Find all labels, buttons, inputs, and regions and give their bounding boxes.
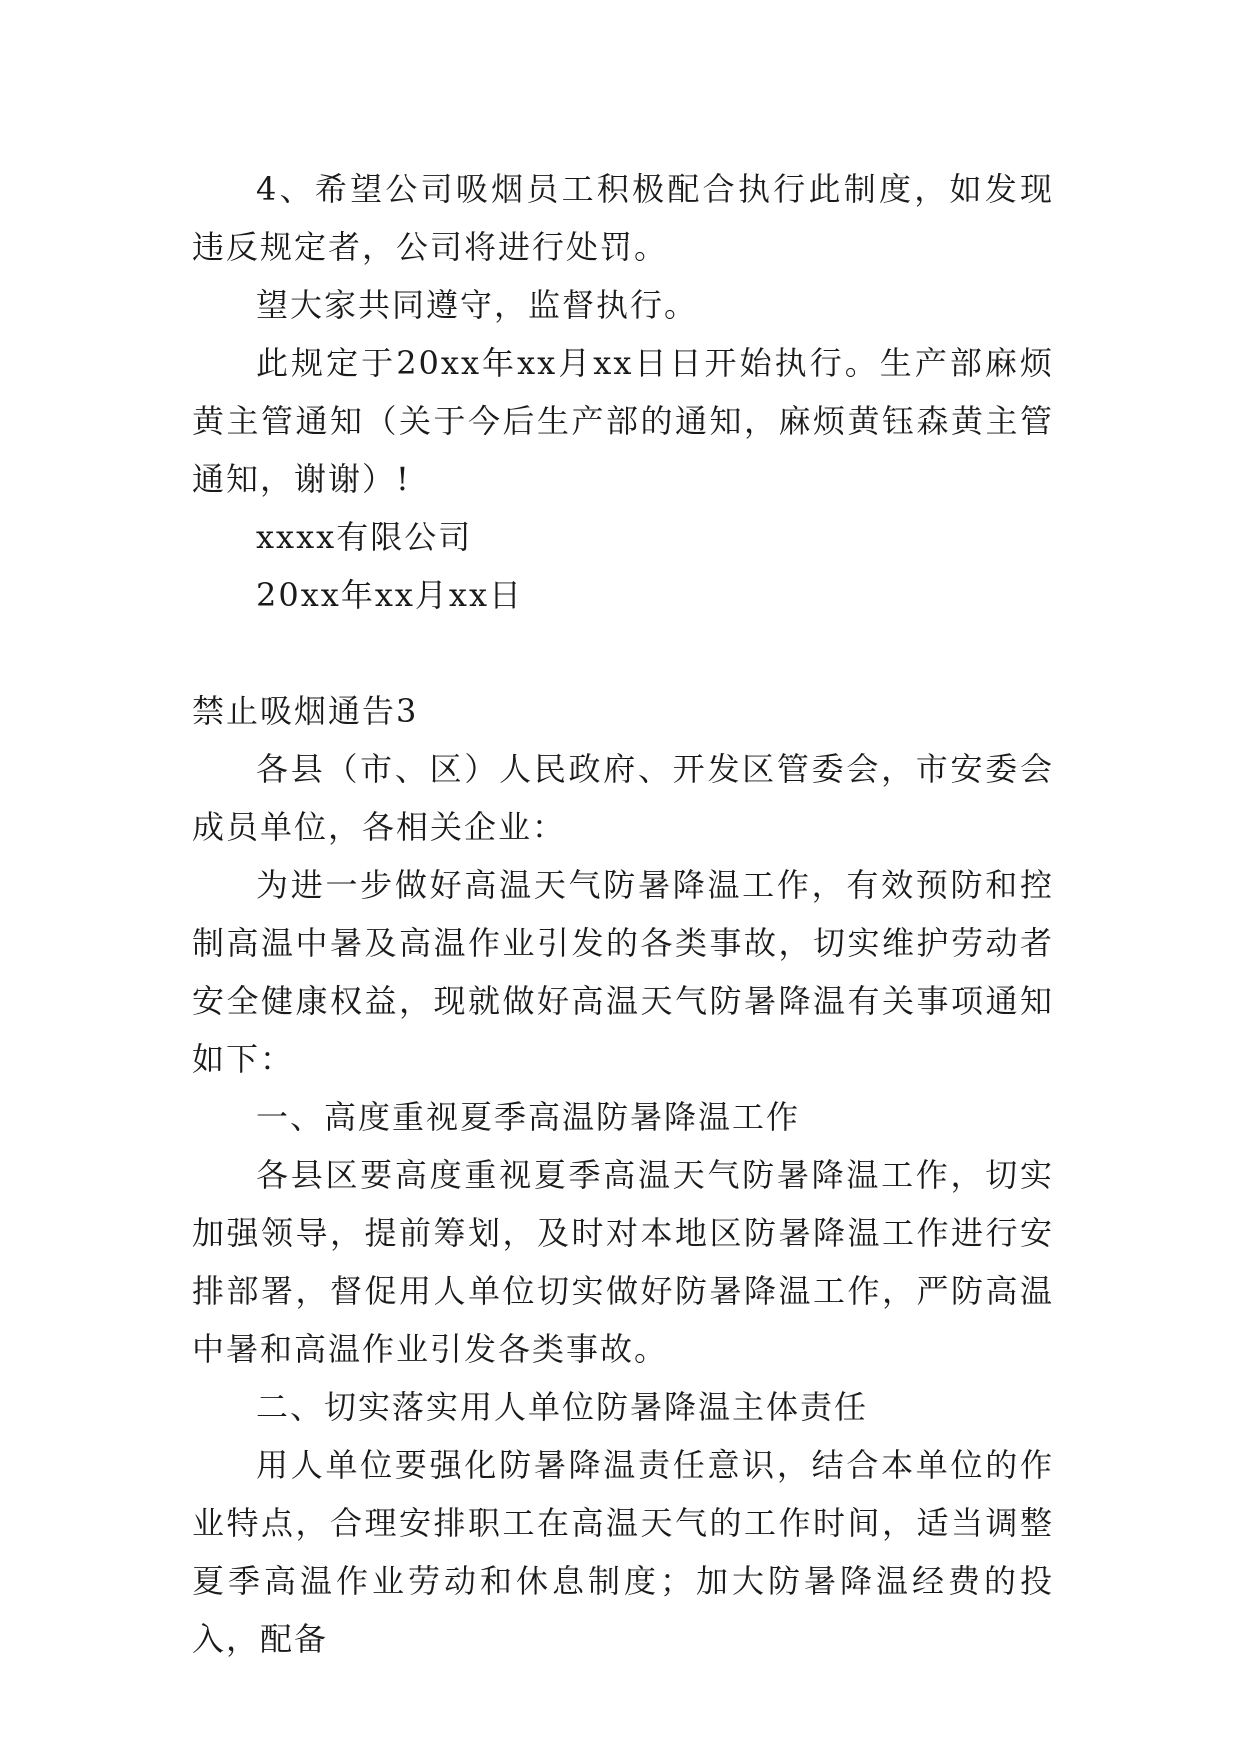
section-title: 禁止吸烟通告3 xyxy=(192,692,419,730)
paragraph-item-2: 用人单位要强化防暑降温责任意识，结合本单位的作业特点，合理安排职工在高温天气的工作时间，适当调整夏季高温作业劳动和休息制度；加大防暑降温经费的投入，配备 xyxy=(192,1446,1054,1658)
heading-item-1: 一、高度重视夏季高温防暑降温工作 xyxy=(256,1098,801,1136)
signature-date: 20xx年xx月xx日 xyxy=(256,576,524,614)
paragraph-addressees: 各县（市、区）人民政府、开发区管委会，市安委会成员单位，各相关企业： xyxy=(192,750,1054,846)
document-body xyxy=(192,160,1054,1668)
paragraph-rule-4: 4、希望公司吸烟员工积极配合执行此制度，如发现违反规定者，公司将进行处罚。 xyxy=(192,170,1054,266)
heading-item-2: 二、切实落实用人单位防暑降温主体责任 xyxy=(256,1388,869,1426)
paragraph-effective-date: 此规定于20xx年xx月xx日日开始执行。生产部麻烦黄主管通知（关于今后生产部的通知，麻烦黄钰森黄主管通知，谢谢）! xyxy=(192,344,1054,498)
paragraph-compliance: 望大家共同遵守，监督执行。 xyxy=(256,286,699,324)
paragraph-intro: 为进一步做好高温天气防暑降温工作，有效预防和控制高温中暑及高温作业引发的各类事故，切实维护劳动者安全健康权益，现就做好高温天气防暑降温有关事项通知如下： xyxy=(192,866,1054,1078)
paragraph-item-1: 各县区要高度重视夏季高温天气防暑降温工作，切实加强领导，提前筹划，及时对本地区防暑降温工作进行安排部署，督促用人单位切实做好防暑降温工作，严防高温中暑和高温作业引发各类事故。 xyxy=(192,1156,1054,1368)
signature-company: xxxx有限公司 xyxy=(256,518,473,556)
section-spacer xyxy=(192,624,1054,682)
